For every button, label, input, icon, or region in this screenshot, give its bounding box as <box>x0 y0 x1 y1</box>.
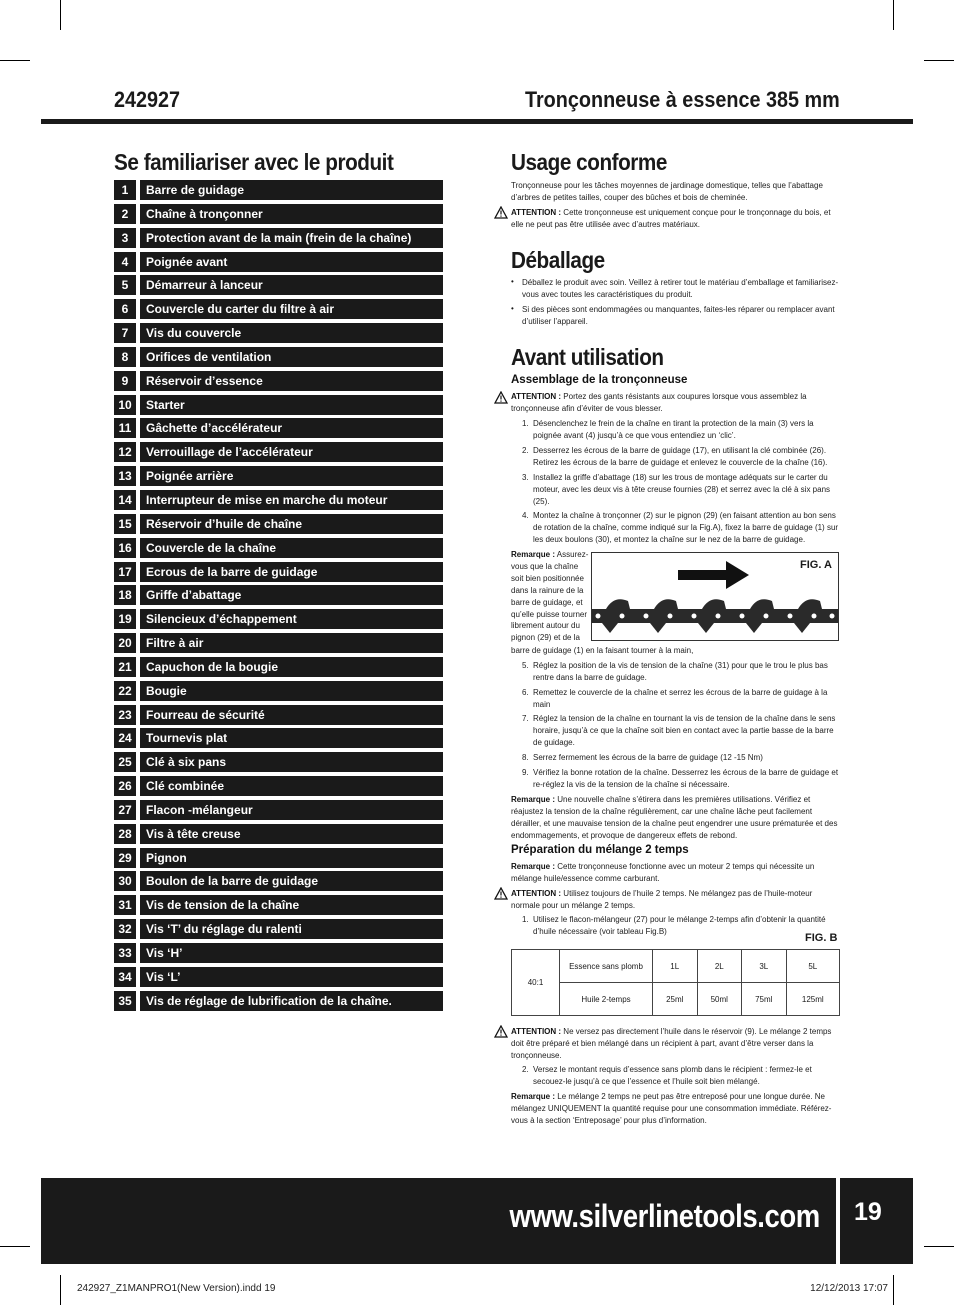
page-number-box <box>840 1178 913 1264</box>
header-rule <box>41 119 913 124</box>
part-row <box>114 490 443 510</box>
part-label: Gâchette d’accélérateur <box>140 418 443 438</box>
part-number: 8 <box>114 347 136 367</box>
part-label: Tournevis plat <box>140 728 443 748</box>
storage-note: Remarque : Le mélange 2 temps ne peut pas être entreposé pour une longue durée. Ne mélangez UNIQUEMENT la quantité requise pour une consommation immédiate. Référez-vous à la section ‘Entreposage’ pour plus d’information. <box>511 1092 832 1125</box>
crop-mark <box>60 1275 61 1305</box>
part-row <box>114 347 443 367</box>
part-row <box>114 323 443 343</box>
part-label: Fourreau de sécurité <box>140 705 443 725</box>
part-row <box>114 585 443 605</box>
website-link[interactable]: www.silverlinetools.com <box>509 1198 820 1234</box>
figure-b-caption: FIG. B <box>805 932 838 944</box>
figure-a-caption: FIG. A <box>800 559 832 571</box>
mix-table <box>511 949 840 1016</box>
part-label: Poignée avant <box>140 252 443 272</box>
part-row <box>114 728 443 748</box>
row-label-oil: Huile 2-temps <box>560 983 653 1016</box>
part-number: 19 <box>114 609 136 629</box>
part-number: 34 <box>114 967 136 987</box>
part-row <box>114 562 443 582</box>
part-label: Pignon <box>140 848 443 868</box>
part-label: Clé combinée <box>140 776 443 796</box>
part-number: 25 <box>114 752 136 772</box>
part-number: 26 <box>114 776 136 796</box>
gloves-warning: ATTENTION : Portez des gants résistants aux coupures lorsque vous assemblez la tronçonneuse afin d’éviter de vous blesser. <box>511 392 807 413</box>
mix-step: 1. Utilisez le flacon-mélangeur (27) pour le mélange 2-temps afin d’obtenir la quantité d’huile nécessaire (voir tableau Fig.B) <box>522 915 826 936</box>
assembly-subheading: Assemblage de la tronçonneuse <box>511 374 688 386</box>
crop-mark <box>0 1246 30 1247</box>
part-row <box>114 228 443 248</box>
part-number: 30 <box>114 871 136 891</box>
part-label: Griffe d’abattage <box>140 585 443 605</box>
table-cell: 125ml <box>786 983 839 1016</box>
part-number: 12 <box>114 442 136 462</box>
table-cell: 5L <box>786 950 839 983</box>
part-number: 28 <box>114 824 136 844</box>
part-number: 32 <box>114 919 136 939</box>
footer-bar <box>41 1178 836 1264</box>
table-cell: 3L <box>742 950 787 983</box>
part-number: 14 <box>114 490 136 510</box>
part-label: Bougie <box>140 681 443 701</box>
bullet: • <box>511 277 514 286</box>
part-number: 20 <box>114 633 136 653</box>
usage-heading: Usage conforme <box>511 149 667 175</box>
part-label: Réservoir d’huile de chaîne <box>140 514 443 534</box>
part-number: 10 <box>114 395 136 415</box>
part-label: Chaîne à tronçonner <box>140 204 443 224</box>
part-label: Vis ‘T’ du réglage du ralenti <box>140 919 443 939</box>
part-number: 5 <box>114 275 136 295</box>
part-row <box>114 633 443 653</box>
part-label: Couvercle du carter du filtre à air <box>140 299 443 319</box>
part-label: Orifices de ventilation <box>140 347 443 367</box>
part-row <box>114 418 443 438</box>
warning-triangle-icon <box>494 1025 508 1038</box>
part-row <box>114 466 443 486</box>
part-row <box>114 371 443 391</box>
part-label: Vis du couvercle <box>140 323 443 343</box>
part-label: Capuchon de la bougie <box>140 657 443 677</box>
part-number: 17 <box>114 562 136 582</box>
part-label: Poignée arrière <box>140 466 443 486</box>
page-number: 19 <box>854 1198 882 1226</box>
assembly-step: 5. Réglez la position de la vis de tension de la chaîne (31) pour que le trou le plus bas rentre dans la barre de guidage. <box>522 661 828 682</box>
part-number: 16 <box>114 538 136 558</box>
parts-heading: Se familiariser avec le produit <box>114 149 394 175</box>
part-number: 23 <box>114 705 136 725</box>
part-number: 13 <box>114 466 136 486</box>
part-number: 7 <box>114 323 136 343</box>
part-label: Boulon de la barre de guidage <box>140 871 443 891</box>
part-number: 35 <box>114 991 136 1011</box>
arrow-right-icon <box>678 560 750 590</box>
part-label: Starter <box>140 395 443 415</box>
part-label: Barre de guidage <box>140 180 443 200</box>
chain-stretch-note: Remarque : Une nouvelle chaîne s’étirera dans les premières utilisations. Vérifiez et réajustez la tension de la chaîne régulièrement, car une chaîne lâche peut facilement dérailler, et une mauvaise tension de la chaîne peut engendrer une usure prématurée et des endommagements, et provoque de dangereux effets de rebond. <box>511 795 838 840</box>
part-row <box>114 275 443 295</box>
chain-note-tail: barre de guidage (1) en la faisant tourner à la main, <box>511 646 694 655</box>
table-cell: 1L <box>653 950 698 983</box>
part-label: Clé à six pans <box>140 752 443 772</box>
crop-mark <box>924 60 954 61</box>
part-row <box>114 895 443 915</box>
bullet: • <box>511 304 514 313</box>
part-number: 22 <box>114 681 136 701</box>
warning-triangle-icon <box>494 206 508 219</box>
part-row <box>114 681 443 701</box>
part-row <box>114 800 443 820</box>
part-row <box>114 395 443 415</box>
crop-mark <box>924 1246 954 1247</box>
part-number: 24 <box>114 728 136 748</box>
crop-mark <box>60 0 61 30</box>
part-label: Démarreur à lanceur <box>140 275 443 295</box>
part-label: Couvercle de la chaîne <box>140 538 443 558</box>
page-title: Tronçonneuse à essence 385 mm <box>525 87 840 112</box>
part-row <box>114 776 443 796</box>
part-number: 31 <box>114 895 136 915</box>
table-cell: 50ml <box>697 983 742 1016</box>
assembly-step: 3. Installez la griffe d’abattage (18) sur les trous de montage adéquats sur le carter du moteur, avec les deux vis à tête creuse fournies (28) et serrez avec la clé à six pans (25). <box>522 473 831 506</box>
assembly-step: 4. Montez la chaîne à tronçonner (2) sur le pignon (29) (en faisant attention au bon sens de rotation de la chaîne, comme indiqué sur la Fig.A), fixez la barre de guidage (1) sur les deux boulons (30), et montez la chaîne sur le nez de la barre de guidage. <box>522 511 839 544</box>
assembly-step: 8. Serrez fermement les écrous de la barre de guidage (12 -15 Nm) <box>522 753 763 762</box>
part-row <box>114 919 443 939</box>
table-cell: 75ml <box>742 983 787 1016</box>
part-number: 1 <box>114 180 136 200</box>
part-row <box>114 514 443 534</box>
deballage-heading: Déballage <box>511 247 605 273</box>
part-label: Protection avant de la main (frein de la chaîne) <box>140 228 443 248</box>
mix-ratio: 40:1 <box>512 950 560 1016</box>
part-label: Vis ‘L’ <box>140 967 443 987</box>
part-label: Vis de tension de la chaîne <box>140 895 443 915</box>
part-row <box>114 991 443 1011</box>
part-number: 33 <box>114 943 136 963</box>
chain-note: Remarque : Assurez-vous que la chaîne soit bien positionnée dans la rainure de la barre de guidage, et qu’elle puisse tourner librement autour du pignon (29) et de la <box>511 550 589 643</box>
part-number: 11 <box>114 418 136 438</box>
part-row <box>114 204 443 224</box>
part-row <box>114 299 443 319</box>
print-slug-date: 12/12/2013 17:07 <box>810 1283 888 1294</box>
part-label: Vis à tête creuse <box>140 824 443 844</box>
oil-warning: ATTENTION : Utilisez toujours de l’huile 2 temps. Ne mélangez pas de l’huile-moteur normale pour un mélange 2 temps. <box>511 889 813 910</box>
crop-mark <box>893 1275 894 1305</box>
part-row <box>114 943 443 963</box>
part-label: Flacon -mélangeur <box>140 800 443 820</box>
product-code: 242927 <box>114 87 181 112</box>
two-stroke-note: Remarque : Cette tronçonneuse fonctionne avec un moteur 2 temps qui nécessite un mélange huile/essence comme carburant. <box>511 862 815 883</box>
part-number: 9 <box>114 371 136 391</box>
part-number: 15 <box>114 514 136 534</box>
part-row <box>114 871 443 891</box>
part-row <box>114 442 443 462</box>
part-number: 21 <box>114 657 136 677</box>
usage-warning: ATTENTION : Cette tronçonneuse est uniquement conçue pour le tronçonnage du bois, et elle ne peut pas être utilisée avec d’autres matériaux. <box>511 208 831 229</box>
part-row <box>114 657 443 677</box>
part-row <box>114 752 443 772</box>
assembly-step: 7. Réglez la tension de la chaîne en tournant la vis de tension de la chaîne dans le sens horaire, jusqu’à ce que la chaîne soit bien en contact avec la partie basse de la barre de guidage. <box>522 714 836 747</box>
part-row <box>114 967 443 987</box>
warning-triangle-icon <box>494 391 508 404</box>
part-label: Interrupteur de mise en marche du moteur <box>140 490 443 510</box>
part-row <box>114 180 443 200</box>
tank-warning: ATTENTION : Ne versez pas directement l’huile dans le réservoir (9). Le mélange 2 temps doit être préparé et bien mélangé dans un récipient à part, avant d’être verser dans la tronçonneuse. <box>511 1027 832 1060</box>
deballage-bullet-1: Déballez le produit avec soin. Veillez à retirer tout le matériau d’emballage et familiarisez-vous avec toutes les caractéristiques du produit. <box>522 278 839 299</box>
part-row <box>114 705 443 725</box>
avant-heading: Avant utilisation <box>511 344 664 370</box>
part-label: Verrouillage de l’accélérateur <box>140 442 443 462</box>
part-number: 29 <box>114 848 136 868</box>
table-cell: 2L <box>697 950 742 983</box>
parts-list <box>114 180 443 1015</box>
assembly-step: 1. Désenclenchez le frein de la chaîne en tirant la protection de la main (3) vers la poignée avant (4) jusqu’à ce que vous entendiez un ‘clic’. <box>522 419 814 440</box>
part-label: Vis ‘H’ <box>140 943 443 963</box>
part-label: Vis de réglage de lubrification de la chaîne. <box>140 991 443 1011</box>
print-slug-file: 242927_Z1MANPRO1(New Version).indd 19 <box>77 1283 276 1294</box>
assembly-step: 2. Desserrez les écrous de la barre de guidage (17), en utilisant la clé combinée (26). Retirez les écrous de la barre de guidage et enlevez le couvercle de la chaîne (16). <box>522 446 828 467</box>
part-number: 18 <box>114 585 136 605</box>
part-number: 4 <box>114 252 136 272</box>
part-row <box>114 824 443 844</box>
deballage-bullet-2: Si des pièces sont endommagées ou manquantes, faites-les réparer ou remplacer avant d’utiliser l’appareil. <box>522 305 835 326</box>
warning-triangle-icon <box>494 887 508 900</box>
usage-text: Tronçonneuse pour les tâches moyennes de jardinage domestique, telles que l’abattage d’arbres de petites tailles, couper des bûches et bois de cheminée. <box>511 181 823 202</box>
saw-chain-illustration <box>592 593 838 637</box>
part-label: Filtre à air <box>140 633 443 653</box>
part-row <box>114 848 443 868</box>
part-number: 6 <box>114 299 136 319</box>
mix-step: 2. Versez le montant requis d’essence sans plomb dans le récipient : fermez-le et secouez-le jusqu’à ce que l’essence et l’huile soit bien mélangé. <box>522 1065 812 1086</box>
part-number: 2 <box>114 204 136 224</box>
assembly-step: 9. Vérifiez la bonne rotation de la chaîne. Desserrez les écrous de la barre de guidage et re-réglez la vis de la tension de la chaîne si nécessaire. <box>522 768 839 789</box>
part-label: Réservoir d’essence <box>140 371 443 391</box>
part-row <box>114 609 443 629</box>
part-row <box>114 252 443 272</box>
mix-subheading: Préparation du mélange 2 temps <box>511 844 689 856</box>
figure-a <box>591 552 839 641</box>
part-row <box>114 538 443 558</box>
part-label: Ecrous de la barre de guidage <box>140 562 443 582</box>
table-cell: 25ml <box>653 983 698 1016</box>
part-number: 3 <box>114 228 136 248</box>
part-label: Silencieux d’échappement <box>140 609 443 629</box>
part-number: 27 <box>114 800 136 820</box>
assembly-step: 6. Remettez le couvercle de la chaîne et serrez les écrous de la barre de guidage à la main <box>522 688 828 709</box>
crop-mark <box>893 0 894 30</box>
row-label-petrol: Essence sans plomb <box>560 950 653 983</box>
crop-mark <box>0 60 30 61</box>
